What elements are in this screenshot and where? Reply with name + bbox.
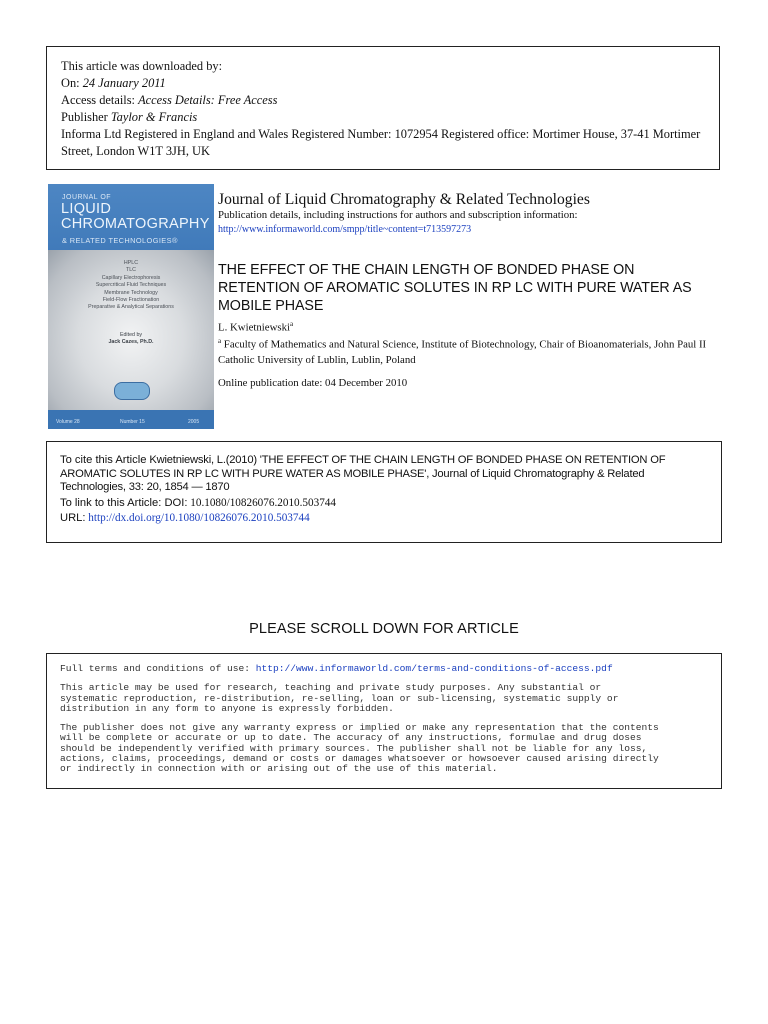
registration-text: Informa Ltd Registered in England and Wales Registered Number: 1072954 Registered office: Mortimer House, 37-41 Mortimer Street, London W1T 3JH, UK (61, 127, 701, 158)
author-superscript: a (289, 320, 294, 328)
cover-year: 2005 (188, 419, 200, 425)
article-title: THE EFFECT OF THE CHAIN LENGTH OF BONDED PHASE ON RETENTION OF AROMATIC SOLUTES IN RP LC WITH PURE WATER AS MOBILE PHASE (218, 262, 692, 314)
cover-volume: Volume 28 (56, 419, 80, 425)
downloaded-by-line: This article was downloaded by: (61, 59, 223, 73)
download-date-line (61, 75, 705, 92)
terms-line (60, 664, 708, 674)
journal-link[interactable]: http://www.informaworld.com/smpp/title~content=t713597273 (218, 224, 472, 235)
article-url-link[interactable]: http://dx.doi.org/10.1080/10826076.2010.503744 (88, 512, 310, 524)
doi-value: 10.1080/10826076.2010.503744 (187, 496, 336, 509)
download-date-label: On: (61, 76, 83, 90)
cover-topic: HPLC (123, 260, 139, 266)
cover-topic: TLC (125, 267, 136, 274)
cover-title-line1: LIQUID (61, 201, 112, 217)
download-date-value: 24 January 2011 (82, 76, 166, 90)
publisher-value: Taylor & Francis (110, 110, 198, 124)
cite-label: To cite this Article (60, 454, 147, 466)
publication-details: Publication details, including instructions for authors and subscription information: (218, 209, 578, 221)
cover-topics (66, 260, 196, 312)
doi-label: To link to this Article: DOI: (60, 496, 188, 509)
disclaimer-paragraph: The publisher does not give any warranty express or implied or make any representation that the contents will be complete or accurate or up to date. The accuracy of any instructions, formulae and drug doses should be independently verified with primary sources. The publisher shall not be liable for any loss, actions, claims, proceedings, demand or costs or damages whatsoever or howsoever caused arising directly or indirectly in connection with or arising out of the use of this material. (60, 722, 659, 775)
taylor-francis-logo-icon (114, 382, 150, 400)
citation-box (46, 441, 722, 543)
cover-journal-of: JOURNAL OF (62, 194, 112, 201)
access-details-line (61, 92, 705, 109)
cover-topic: Capillary Electrophoresis (101, 274, 161, 281)
cover-topic: Preparative & Analytical Separations (88, 304, 174, 311)
download-info-box (46, 46, 720, 170)
journal-cover-image (48, 184, 214, 429)
author-name: L. Kwietniewski (218, 321, 290, 334)
usage-paragraph: This article may be used for research, teaching and private study purposes. Any substantial or systematic reproduction, re-distribution, re-selling, loan or sub-licensing, systematic supply or distribution in any form to anyone is expressly forbidden. (60, 682, 619, 714)
journal-title: Journal of Liquid Chromatography & Related Technologies (218, 191, 590, 208)
cover-title-line3: & RELATED TECHNOLOGIES® (62, 236, 178, 245)
cover-edited-by: Edited by (119, 332, 143, 338)
affiliation-superscript: a (218, 337, 222, 345)
online-publication-date: Online publication date: 04 December 2010 (218, 377, 408, 389)
doi-line (60, 497, 708, 511)
cover-title (61, 202, 210, 232)
publisher-line (61, 109, 705, 126)
cover-footer (48, 410, 214, 429)
affiliation (218, 334, 718, 368)
cover-title-line2: CHROMATOGRAPHY (61, 216, 210, 232)
url-line (60, 512, 708, 526)
cite-paragraph (60, 454, 708, 495)
publisher-label: Publisher (61, 110, 111, 124)
cover-editor-name: Jack Cazes, Ph.D. (108, 339, 154, 345)
terms-link[interactable]: http://www.informaworld.com/terms-and-conditions-of-access.pdf (255, 663, 613, 674)
affiliation-text: Faculty of Mathematics and Natural Science, Institute of Biotechnology, Chair of Bioanomaterials, John Paul II Catholic University of Lublin, Lublin, Poland (218, 338, 707, 366)
access-details-value: Access Details: Free Access (138, 93, 278, 107)
cite-text: Kwietniewski, L.(2010) 'THE EFFECT OF THE CHAIN LENGTH OF BONDED PHASE ON RETENTION OF AROMATIC SOLUTES IN RP LC WITH PURE WATER AS MOBILE PHASE', Journal of Liquid Chromatography & Related Technologies, 33: 20, 1854 — 1870 (60, 454, 666, 493)
cover-editor-block (66, 332, 196, 346)
cover-topic: Supercritical Fluid Techniques (95, 282, 167, 289)
author-line (218, 320, 293, 334)
terms-box (46, 653, 722, 789)
terms-prefix: Full terms and conditions of use: (60, 663, 256, 674)
cover-number: Number 15 (120, 419, 145, 425)
cover-topic: Membrane Technology (104, 289, 158, 296)
access-details-label: Access details: (61, 93, 139, 107)
cover-topic: Field-Flow Fractionation (102, 297, 160, 304)
url-label: URL: (60, 512, 86, 524)
scroll-notice: PLEASE SCROLL DOWN FOR ARTICLE (249, 621, 519, 637)
